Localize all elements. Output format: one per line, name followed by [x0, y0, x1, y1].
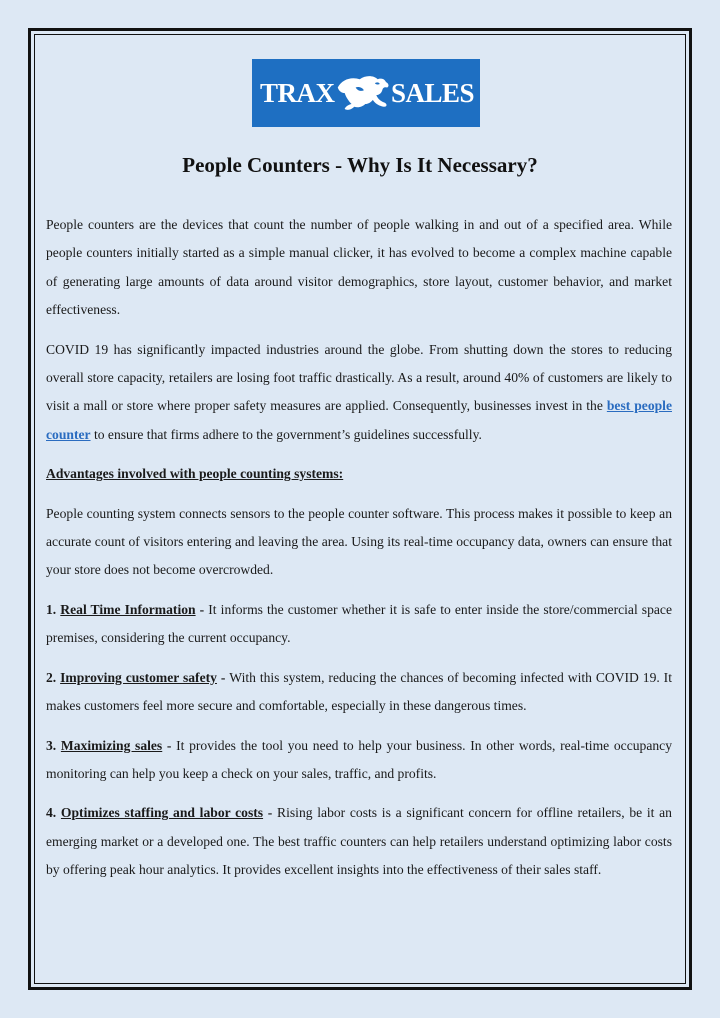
- page-body: [34, 34, 686, 984]
- advantages-heading: [46, 460, 672, 488]
- system-paragraph: People counting system connects sensors to the people counter software. This process makes it possible to keep an accurate count of visitors entering and leaving the area. Using its real-time occupancy data, owners can ensure that your store does not become overcrowded.: [46, 505, 672, 578]
- intro-paragraph: People counters are the devices that count the number of people walking in and out of a specified area. While people counters initially started as a simple manual clicker, it has evolved to become a complex machine capable of generating large amounts of data around visitor demographics, store layout, customer behavior, and market effectiveness.: [46, 217, 672, 318]
- covid-text-after: to ensure that firms adhere to the government’s guidelines successfully.: [90, 426, 482, 442]
- point-title: Real Time Information: [60, 601, 196, 617]
- point-title: Optimizes staffing and labor costs: [60, 805, 264, 821]
- best-people-counter-link[interactable]: best people counter: [46, 398, 672, 442]
- point-dash: -: [263, 805, 278, 821]
- covid-text-before: COVID 19 has significantly impacted industries around the globe. From shutting down the stores to reducing overall store capacity, retailers are losing foot traffic drastically. As a result, around 40% of customers are likely to visit a mall or store where proper safety measures are applied. Consequently, businesses invest in the: [46, 341, 672, 414]
- point-title: Improving customer safety: [60, 669, 217, 685]
- point-item: [46, 664, 672, 721]
- point-number: 4.: [46, 805, 57, 821]
- point-text: It informs the customer whether it is safe to enter inside the store/commercial space premises, considering the current occupancy.: [46, 601, 672, 646]
- point-item: [46, 732, 672, 789]
- point-dash: -: [216, 669, 230, 685]
- point-item: [46, 596, 672, 653]
- advantages-heading-text: Advantages involved with people counting systems:: [46, 466, 344, 482]
- point-text: Rising labor costs is a significant concern for offline retailers, be it an emerging market or a developed one. The best traffic counters can help retailers understand optimizing labor costs by offering peak hour analytics. It provides excellent insights into the effectiveness of their sales staff.: [46, 805, 672, 878]
- bull-icon: [335, 63, 391, 123]
- page-title: People Counters - Why Is It Necessary?: [182, 153, 538, 177]
- point-item: [46, 799, 672, 884]
- page-border: [28, 28, 692, 990]
- logo-word-left: TRAX: [260, 77, 335, 108]
- covid-paragraph: [46, 336, 672, 450]
- point-dash: -: [162, 737, 177, 753]
- point-number: 3.: [46, 737, 57, 753]
- point-dash: -: [195, 601, 209, 617]
- point-text: It provides the tool you need to help your business. In other words, real-time occupancy monitoring can help you keep a check on your sales, traffic, and profits.: [46, 737, 672, 781]
- point-title: Maximizing sales: [60, 737, 163, 753]
- point-text: With this system, reducing the chances of becoming infected with COVID 19. It makes customers feel more secure and comfortable, especially in these dangerous times.: [46, 669, 672, 714]
- point-number: 2.: [46, 669, 57, 685]
- article-body: [46, 211, 672, 885]
- logo-word-right: SALES: [390, 77, 474, 108]
- trax-sales-logo: [252, 59, 480, 127]
- point-number: 1.: [46, 601, 57, 617]
